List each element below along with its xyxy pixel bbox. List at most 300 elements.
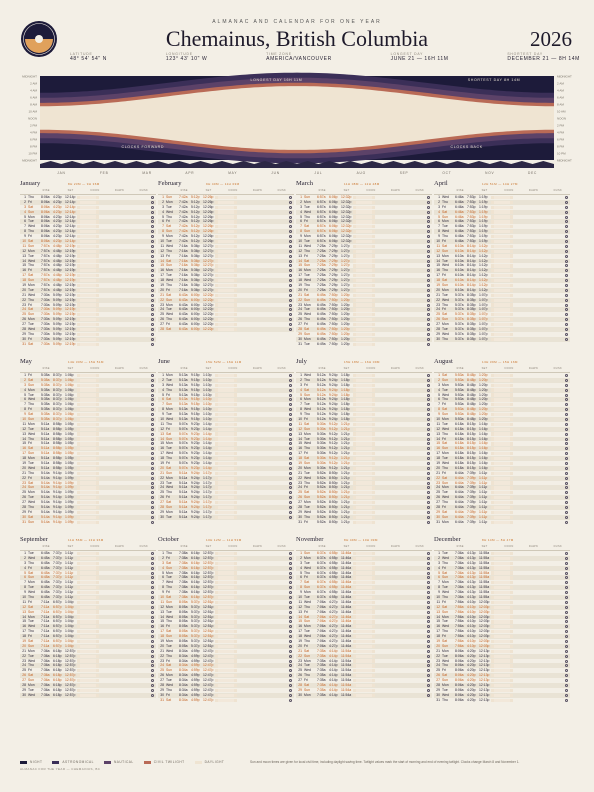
day-number: 13 (160, 609, 164, 614)
weekday: Tue (166, 412, 172, 417)
daylight-bar (80, 338, 96, 341)
sunset-time: 8:50p (329, 519, 338, 524)
month-axis-label: JUL (314, 171, 323, 175)
solar-noon-time: 12:26p (203, 214, 214, 219)
sunset-time: 8:48p (467, 377, 476, 382)
solar-noon-time: 1:07p (479, 292, 488, 297)
sunrise-time: 5:52a (317, 505, 326, 510)
day-number: 15 (22, 619, 26, 624)
solar-noon-time: 1:04p (65, 639, 74, 644)
sunrise-time: 5:07a (179, 421, 188, 426)
month-axis-label: JUN (271, 171, 280, 175)
sunrise-time: 7:06a (317, 604, 326, 609)
sunset-time: 5:09p (53, 327, 62, 332)
column-header-dawn: DAWN (390, 367, 400, 370)
sunset-time: 8:14p (467, 268, 476, 273)
solar-noon-time: 12:14p (65, 219, 76, 224)
sunrise-time: 5:35a (41, 377, 50, 382)
sunrise-time: 5:11a (41, 436, 50, 441)
weekday: Tue (166, 575, 172, 580)
sunset-time: 7:29p (329, 278, 338, 283)
solar-noon-time: 12:03p (479, 629, 490, 634)
solar-noon-time: 1:10p (203, 382, 212, 387)
sunset-time: 7:50p (329, 327, 338, 332)
sunrise-time: 7:56a (455, 604, 464, 609)
moon-phase-icon (289, 457, 292, 460)
solar-noon-time: 1:19p (479, 199, 488, 204)
sunrise-time: 5:11a (41, 446, 50, 451)
weekday: Tue (442, 456, 448, 461)
weekday: Thu (166, 248, 172, 253)
moon-phase-icon (427, 572, 430, 575)
moon-phase-icon (427, 496, 430, 499)
sunrise-time: 5:30a (317, 446, 326, 451)
moon-phase-icon (565, 477, 568, 480)
daylight-bar (494, 201, 510, 204)
day-number: 28 (298, 683, 302, 688)
sunset-time: 6:57p (53, 639, 62, 644)
weekday: Wed (304, 509, 311, 514)
solar-noon-time: 12:57p (65, 673, 76, 678)
sunset-time: 8:58p (53, 465, 62, 470)
daylight-bar (356, 606, 372, 609)
weekday: Sat (166, 258, 172, 263)
day-number: 16 (22, 624, 26, 629)
solar-noon-time: 12:22p (203, 327, 214, 332)
sunrise-time: 8:06a (41, 224, 50, 229)
daylight-bar (494, 245, 510, 248)
weekday: Tue (166, 307, 172, 312)
weekday: Sat (28, 446, 34, 451)
weekday: Mon (28, 387, 35, 392)
day-number: 30 (160, 514, 164, 519)
solar-noon-time: 12:47p (203, 673, 214, 678)
sunrise-time: 6:18a (455, 456, 464, 461)
moon-phase-icon (427, 418, 430, 421)
sunset-time: 7:53p (467, 195, 476, 199)
month-header (434, 536, 570, 551)
footer-credit: ALMANAC FOR THE YEAR — CHEMAINUS, BC (20, 767, 101, 771)
legend-item (104, 760, 134, 764)
month-daylight-range: 10H 12M — 11H 53M (206, 538, 242, 542)
sunrise-time: 6:44a (455, 470, 464, 475)
daylight-bar (80, 684, 96, 687)
weekday: Mon (166, 673, 173, 678)
solar-noon-time: 1:18p (341, 382, 350, 387)
sunset-time: 4:23p (53, 229, 62, 234)
daylight-bar (218, 664, 234, 667)
sunrise-time: 5:07a (179, 436, 188, 441)
solar-noon-time: 12:27p (203, 248, 214, 253)
daylight-bar (80, 557, 96, 560)
moon-phase-icon (565, 491, 568, 494)
daylight-bar (80, 423, 96, 426)
weekday: Thu (442, 268, 448, 273)
sunrise-time: 6:49a (317, 327, 326, 332)
month-daylight-range: 8H 49M — 10H 09M (344, 538, 378, 542)
daylight-bar (80, 552, 96, 555)
moon-phase-icon (289, 413, 292, 416)
weekday: Tue (28, 461, 34, 466)
column-header-dusk: DUSK (139, 545, 149, 548)
moon-phase-icon (151, 418, 154, 421)
daylight-bar (494, 566, 510, 569)
sunset-time: 6:57p (53, 629, 62, 634)
sunset-time: 4:59p (191, 668, 200, 673)
moon-phase-icon (565, 235, 568, 238)
column-header-noon: NOON (366, 367, 376, 370)
day-number: 10 (436, 595, 440, 600)
weekday: Thu (28, 470, 34, 475)
solar-noon-time: 1:09p (65, 495, 74, 500)
weekday: Tue (28, 426, 34, 431)
moon-phase-icon (427, 506, 430, 509)
day-number: 13 (22, 609, 26, 614)
sunset-time: 5:36p (191, 263, 200, 268)
solar-noon-time: 12:13p (479, 687, 490, 692)
solar-noon-time: 12:19p (65, 322, 76, 327)
sunrise-time: 7:16a (179, 287, 188, 292)
hour-label-left: 6 AM (30, 95, 37, 100)
moon-phase-icon (565, 601, 568, 604)
sunset-time: 6:18p (53, 648, 62, 653)
daylight-bar (80, 318, 96, 321)
solar-noon-time: 1:17p (203, 505, 212, 510)
page-kicker: ALMANAC AND CALENDAR FOR ONE YEAR (212, 19, 382, 25)
solar-noon-time: 12:19p (65, 253, 76, 258)
weekday: Thu (166, 490, 172, 495)
weekday: Sun (442, 317, 449, 322)
solar-noon-time: 1:11p (479, 519, 488, 524)
moon-phase-icon (427, 255, 430, 258)
weekday: Sun (28, 609, 35, 614)
day-number: 29 (298, 331, 302, 336)
sunrise-time: 5:13a (179, 382, 188, 387)
sunset-time: 4:20p (467, 683, 476, 688)
day-number: 2 (300, 199, 302, 204)
daylight-bar (80, 388, 96, 391)
day-number: 26 (160, 495, 164, 500)
sunset-time: 8:37p (53, 412, 62, 417)
moon-phase-icon (151, 201, 154, 204)
sunrise-time: 5:37a (455, 297, 464, 302)
sunset-time: 9:12p (329, 421, 338, 426)
moon-phase-icon (427, 318, 430, 321)
weekday: Thu (28, 331, 34, 336)
moon-phase-icon (289, 299, 292, 302)
weekday: Fri (442, 565, 446, 570)
sunset-time: 4:59p (191, 687, 200, 692)
weekday: Wed (304, 243, 311, 248)
sunset-time: 9:23p (191, 456, 200, 461)
solar-noon-time: 1:20p (479, 392, 488, 397)
sunrise-time: 7:56a (455, 599, 464, 604)
sunrise-time: 8:06a (41, 199, 50, 204)
daylight-bar (218, 566, 234, 569)
solar-noon-time: 11:46a (341, 639, 352, 644)
sunset-time: 6:06p (329, 214, 338, 219)
sunrise-time: 7:57a (41, 258, 50, 263)
moon-phase-icon (427, 403, 430, 406)
weekday: Wed (442, 495, 449, 500)
weekday: Mon (166, 604, 173, 609)
daylight-bar (494, 398, 510, 401)
moon-phase-icon (151, 694, 154, 697)
solar-noon-time: 12:27p (203, 278, 214, 283)
sunset-time: 4:20p (467, 687, 476, 692)
daylight-bar (356, 333, 372, 336)
sunrise-time: 7:38a (179, 595, 188, 600)
sunrise-time: 6:18a (455, 461, 464, 466)
solar-noon-time: 1:09p (65, 509, 74, 514)
column-header-set: SET (205, 367, 212, 370)
day-number: 30 (298, 514, 302, 519)
moon-phase-icon (565, 679, 568, 682)
day-number: 24 (22, 485, 26, 490)
sunrise-time: 7:57a (41, 283, 50, 288)
hour-label-left: 2 AM (30, 81, 37, 86)
day-number: 7 (438, 402, 440, 407)
sunset-time: 4:23p (53, 199, 62, 204)
moon-phase-icon (427, 299, 430, 302)
sunrise-time: 8:06a (41, 204, 50, 209)
daylight-bar (494, 384, 510, 387)
moon-phase-icon (151, 679, 154, 682)
sunset-time: 6:57p (53, 619, 62, 624)
moon-phase-icon (151, 462, 154, 465)
month-august (434, 358, 570, 525)
moon-phase-icon (427, 606, 430, 609)
solar-noon-time: 1:27p (341, 258, 350, 263)
moon-phase-icon (151, 279, 154, 282)
daylight-bar (218, 457, 234, 460)
sunrise-time: 7:57a (41, 287, 50, 292)
weekday: Thu (442, 560, 448, 565)
solar-noon-time: 1:16p (479, 431, 488, 436)
weekday: Sat (166, 292, 172, 297)
sunset-time: 5:09p (53, 331, 62, 336)
sunset-time: 9:14p (53, 490, 62, 495)
solar-noon-time: 12:32p (341, 224, 352, 229)
weekday: Tue (304, 505, 310, 510)
moon-phase-icon (565, 620, 568, 623)
weekday: Fri (28, 599, 32, 604)
sunset-time: 4:55p (329, 580, 338, 585)
solar-noon-time: 1:21p (341, 465, 350, 470)
hour-label-right: 8 AM (557, 102, 564, 107)
weekday: Tue (442, 551, 448, 555)
day-number: 5 (438, 392, 440, 397)
sunrise-time: 7:38a (179, 575, 188, 580)
sunrise-time: 7:06a (317, 609, 326, 614)
sunset-time: 7:53p (467, 229, 476, 234)
sunset-time: 9:12p (329, 436, 338, 441)
day-number: 15 (160, 263, 164, 268)
sunrise-time: 5:37a (455, 336, 464, 341)
solar-noon-time: 12:32p (341, 209, 352, 214)
daylight-bar (494, 467, 510, 470)
sunrise-time: 5:12a (317, 407, 326, 412)
sunrise-time: 5:37a (455, 292, 464, 297)
sunset-time: 8:35p (467, 292, 476, 297)
moon-phase-icon (565, 496, 568, 499)
day-number: 8 (300, 229, 302, 234)
moon-phase-icon (151, 452, 154, 455)
sunrise-time: 8:05a (179, 643, 188, 648)
column-header-set: SET (67, 545, 74, 548)
weekday: Tue (28, 653, 34, 658)
day-number: 6 (438, 575, 440, 580)
sunset-time: 7:53p (467, 239, 476, 244)
day-number: 31 (298, 341, 302, 346)
moon-phase-icon (565, 225, 568, 228)
day-number: 28 (298, 327, 302, 332)
day-number: 12 (436, 248, 440, 253)
sunrise-time: 7:38a (179, 551, 188, 555)
month-name: September (20, 536, 48, 543)
moon-phase-icon (427, 313, 430, 316)
daylight-bar (218, 694, 234, 697)
sunset-time: 4:27p (329, 609, 338, 614)
sunrise-time: 6:45a (41, 590, 50, 595)
sunrise-time: 6:46a (455, 239, 464, 244)
solar-noon-time: 1:14p (203, 451, 212, 456)
moon-phase-icon (289, 601, 292, 604)
day-number: 11 (160, 421, 164, 426)
daylight-bar (494, 694, 510, 697)
sunrise-time: 7:38a (179, 570, 188, 575)
moon-phase-icon (151, 457, 154, 460)
solar-noon-time: 12:32p (341, 214, 352, 219)
solar-noon-time: 1:14p (203, 431, 212, 436)
solar-noon-time: 1:18p (341, 412, 350, 417)
daylight-bar (80, 413, 96, 416)
sunrise-time: 8:06a (41, 209, 50, 214)
day-number: 3 (24, 204, 26, 209)
daylight-bar (80, 650, 96, 653)
daylight-bar (356, 274, 372, 277)
day-number: 3 (24, 560, 26, 565)
weekday: Tue (28, 322, 34, 327)
sunset-time: 8:58p (53, 451, 62, 456)
sunset-time: 9:23p (191, 431, 200, 436)
month-may (20, 358, 156, 525)
sunset-time: 8:48p (467, 387, 476, 392)
sunset-time: 5:36p (191, 243, 200, 248)
day-number: 18 (160, 634, 164, 639)
daylight-bar (494, 328, 510, 331)
day-number: 1 (24, 373, 26, 377)
solar-noon-time: 1:19p (479, 224, 488, 229)
day-number: 22 (436, 653, 440, 658)
solar-noon-time: 11:46a (341, 599, 352, 604)
solar-noon-time: 1:20p (341, 312, 350, 317)
moon-phase-icon (289, 428, 292, 431)
moon-phase-icon (289, 245, 292, 248)
moon-phase-icon (427, 477, 430, 480)
sunrise-time: 5:53a (455, 382, 464, 387)
month-header (158, 358, 294, 373)
day-number: 8 (162, 229, 164, 234)
moon-phase-icon (427, 645, 430, 648)
day-number: 9 (162, 590, 164, 595)
day-number: 25 (22, 668, 26, 673)
sunset-time: 8:37p (53, 397, 62, 402)
sunrise-time: 7:25a (317, 278, 326, 283)
solar-noon-time: 12:51p (203, 639, 214, 644)
solar-noon-time: 1:14p (203, 461, 212, 466)
weekday: Tue (166, 609, 172, 614)
sunrise-time: 7:30a (41, 341, 50, 346)
weekday: Wed (28, 590, 35, 595)
weekday: Thu (166, 421, 172, 426)
sunset-time: 9:14p (53, 480, 62, 485)
solar-noon-time: 12:13p (479, 653, 490, 658)
day-number: 22 (160, 475, 164, 480)
moon-phase-icon (151, 264, 154, 267)
sunset-time: 4:23p (53, 219, 62, 224)
weekday: Fri (166, 495, 170, 500)
day-number: 14 (22, 614, 26, 619)
weekday: Mon (28, 421, 35, 426)
day-number: 4 (162, 209, 164, 214)
daylight-bar (218, 303, 234, 306)
weekday: Tue (442, 224, 448, 229)
sunrise-time: 6:37a (317, 575, 326, 580)
moon-phase-icon (565, 645, 568, 648)
day-number: 6 (162, 219, 164, 224)
moon-phase-icon (151, 486, 154, 489)
solar-noon-time: 11:46a (341, 570, 352, 575)
day-number: 21 (22, 470, 26, 475)
weekday: Wed (442, 426, 449, 431)
sunset-time: 7:29p (329, 258, 338, 263)
moon-phase-icon (151, 413, 154, 416)
column-header-dawn: DAWN (528, 367, 538, 370)
solar-noon-time: 1:07p (479, 297, 488, 302)
sunset-time: 4:14p (329, 683, 338, 688)
sunrise-time: 6:18a (455, 446, 464, 451)
weekday: Tue (442, 387, 448, 392)
sunset-time: 4:48p (53, 248, 62, 253)
moon-phase-icon (565, 511, 568, 514)
sunset-time: 8:58p (53, 456, 62, 461)
sunset-time: 4:23p (53, 209, 62, 214)
sunrise-time: 6:44a (455, 514, 464, 519)
sunset-time: 6:16p (191, 560, 200, 565)
moon-phase-icon (151, 294, 154, 297)
day-number: 21 (298, 292, 302, 297)
daylight-bar (494, 552, 510, 555)
sunset-time: 7:50p (329, 317, 338, 322)
daylight-bar (80, 576, 96, 579)
sunrise-time: 7:42a (179, 224, 188, 229)
sunrise-time: 8:34a (179, 683, 188, 688)
moon-phase-icon (427, 596, 430, 599)
moon-phase-icon (565, 418, 568, 421)
weekday: Tue (166, 204, 172, 209)
moon-phase-icon (427, 245, 430, 248)
daylight-bar (356, 586, 372, 589)
sunset-time: 4:10p (467, 609, 476, 614)
day-number: 2 (438, 377, 440, 382)
weekday: Mon (304, 302, 311, 307)
sunset-time: 5:09p (53, 336, 62, 341)
day-number: 25 (436, 312, 440, 317)
sunrise-time: 7:11a (41, 604, 50, 609)
moon-phase-icon (565, 616, 568, 619)
sunset-time: 5:37p (191, 629, 200, 634)
